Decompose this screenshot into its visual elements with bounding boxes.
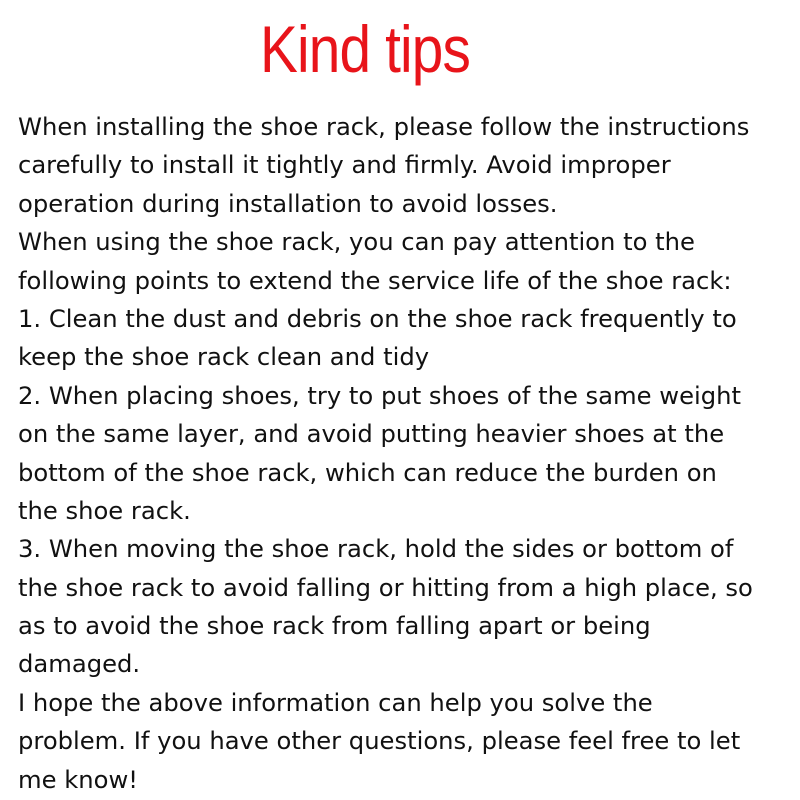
tips-line: 2. When placing shoes, try to put shoes of the same weight bbox=[18, 381, 742, 410]
tips-line: When installing the shoe rack, please follow the instructions bbox=[18, 113, 750, 141]
tips-text bbox=[18, 108, 788, 799]
page-title: Kind tips bbox=[260, 12, 470, 86]
tips-line: as to avoid the shoe rack from falling apart or being bbox=[18, 612, 651, 641]
tips-line: 1. Clean the dust and debris on the shoe rack frequently to bbox=[18, 304, 737, 333]
tips-line: I hope the above information can help you solve the bbox=[18, 688, 653, 717]
tips-line: damaged. bbox=[18, 650, 141, 679]
tips-line: When using the shoe rack, you can pay attention to the bbox=[18, 228, 695, 257]
tips-line: keep the shoe rack clean and tidy bbox=[18, 343, 430, 372]
tips-line: bottom of the shoe rack, which can reduce the burden on bbox=[18, 458, 717, 487]
tips-line: problem. If you have other questions, please feel free to let bbox=[18, 727, 741, 756]
tips-line: the shoe rack to avoid falling or hitting from a high place, so bbox=[18, 573, 753, 602]
tips-line: me know! bbox=[18, 765, 139, 794]
tips-line: on the same layer, and avoid putting heavier shoes at the bbox=[18, 420, 725, 449]
tips-line: the shoe rack. bbox=[18, 496, 191, 525]
tips-line: following points to extend the service life of the shoe rack: bbox=[18, 266, 732, 295]
tips-line: operation during installation to avoid losses. bbox=[18, 189, 558, 218]
tips-line: 3. When moving the shoe rack, hold the sides or bottom of bbox=[18, 535, 734, 564]
tips-line: carefully to install it tightly and firmly. Avoid improper bbox=[18, 151, 671, 180]
